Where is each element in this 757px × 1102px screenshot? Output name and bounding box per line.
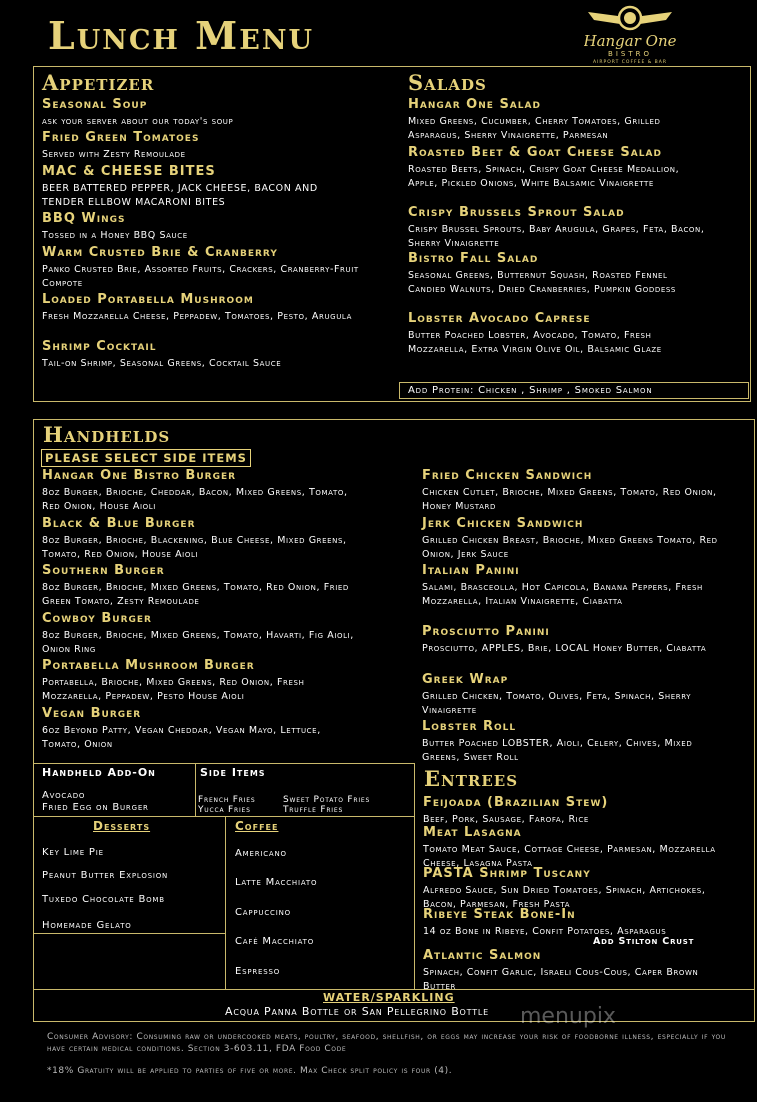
menu-item	[408, 97, 708, 142]
menu-item-description: Tossed in a Honey BBQ Sauce	[42, 230, 188, 241]
addon-heading: Handheld Add-On	[42, 766, 156, 779]
menu-item-name: Lobster Roll	[422, 719, 517, 734]
entrees-heading: Entrees	[424, 766, 519, 791]
menu-item	[42, 211, 362, 243]
menu-item-description: Crispy Brussel Sprouts, Baby Arugula, Grapes, Feta, Bacon, Sherry Vinaigrette	[408, 224, 705, 249]
gratuity-note: *18% Gratuity will be applied to parties of five or more. Max Check split policy is four (4).	[47, 1066, 453, 1076]
coffee-item: Espresso	[235, 966, 281, 977]
menu-item-name: Crispy Brussels Sprout Salad	[408, 205, 625, 220]
menu-item	[423, 795, 728, 827]
side-item: Yucca Fries	[198, 805, 251, 815]
menu-item	[422, 672, 722, 717]
menu-item-description: Chicken Cutlet, Brioche, Mixed Greens, Tomato, Red Onion, Honey Mustard	[422, 487, 717, 512]
menu-item-name: Roasted Beet & Goat Cheese Salad	[408, 145, 662, 160]
side-item: French Fries	[198, 795, 256, 805]
menu-item-description: Tomato Meat Sauce, Cottage Cheese, Parmesan, Mozzarella Cheese, Lasagna Pasta	[423, 844, 716, 869]
svg-text:Hangar One: Hangar One	[584, 32, 676, 50]
consumer-advisory: Consumer Advisory: Consuming raw or undercooked meats, poultry, seafood, shellfish, or eggs may increase your risk of foodborne illness, especially if you have certain medical conditions. Section 3-603.11, FDA Food Code	[47, 1032, 726, 1054]
menu-item-description: Spinach, Confit Garlic, Israeli Cous-Cous, Caper Brown Butter	[423, 967, 699, 992]
menu-item-description: Alfredo Sauce, Sun Dried Tomatoes, Spinach, Artichokes, Bacon, Parmesan, Fresh Pasta	[423, 885, 706, 910]
menu-item-description: Grilled Chicken, Tomato, Olives, Feta, Spinach, Sherry Vinaigrette	[422, 691, 692, 716]
menu-item-description: 8oz Burger, Brioche, Mixed Greens, Tomato, Havarti, Fig Aioli, Onion Ring	[42, 630, 354, 655]
side-items-heading: Side Items	[200, 766, 266, 779]
menu-item-description: Seasonal Greens, Butternut Squash, Roasted Fennel Candied Walnuts, Dried Cranberries, Pumpkin Goddess	[408, 270, 676, 295]
menu-item-name: Ribeye Steak Bone-In	[423, 907, 576, 922]
menu-item-name: Prosciutto Panini	[422, 624, 550, 639]
menu-item-name: Fried Green Tomatoes	[42, 130, 200, 145]
menu-item	[42, 611, 362, 656]
menu-item-name: Jerk Chicken Sandwich	[422, 516, 584, 531]
menu-item-description: ask your server about our today's soup	[42, 116, 234, 127]
menu-item-description: 8oz Burger, Brioche, Mixed Greens, Tomato, Red Onion, Fried Green Tomato, Zesty Remoulade	[42, 582, 349, 607]
menu-item-name: Seasonal Soup	[42, 97, 148, 112]
menu-item	[422, 468, 722, 513]
side-item: Truffle Fries	[283, 805, 344, 815]
menu-item-name: Meat Lasagna	[423, 825, 522, 840]
menu-item-name: Atlantic Salmon	[423, 948, 542, 963]
grid-line	[414, 763, 415, 989]
menu-item-description: Served with Zesty Remoulade	[42, 149, 186, 160]
desserts-heading: Desserts	[93, 819, 151, 833]
handhelds-heading: Handhelds	[43, 422, 171, 447]
menu-item	[42, 245, 362, 290]
menu-item-name: MAC & CHEESE BITES	[42, 164, 216, 179]
menu-item	[42, 339, 362, 371]
menu-item-description: 8oz Burger, Brioche, Cheddar, Bacon, Mixed Greens, Tomato, Red Onion, House Aioli	[42, 487, 348, 512]
hangar-one-logo	[584, 2, 676, 64]
coffee-item: Latte Macchiato	[235, 877, 318, 888]
addon-item: Fried Egg on Burger	[42, 802, 149, 813]
menu-item-name: Black & Blue Burger	[42, 516, 196, 531]
menu-item	[42, 130, 362, 162]
svg-text:AIRPORT COFFEE & BAR: AIRPORT COFFEE & BAR	[593, 60, 667, 64]
menu-item-description: Salami, Brasceolla, Hot Capicola, Banana Peppers, Fresh Mozzarella, Italian Vinaigrette, Ciabatta	[422, 582, 703, 607]
coffee-item: Café Macchiato	[235, 936, 315, 947]
menu-item-description: Roasted Beets, Spinach, Crispy Goat Cheese Medallion, Apple, Pickled Onions, White Balsamic Vinaigrette	[408, 164, 680, 189]
menu-item-name: Hangar One Bistro Burger	[42, 468, 237, 483]
menu-item-name: Italian Panini	[422, 563, 520, 578]
menu-item	[42, 292, 362, 324]
menu-item-description: Beef, Pork, Sausage, Farofa, Rice	[423, 814, 589, 825]
menu-item	[408, 205, 708, 250]
menu-item-name: Vegan Burger	[42, 706, 142, 721]
menu-item	[423, 825, 728, 870]
menu-item-name: Hangar One Salad	[408, 97, 541, 112]
menu-item	[408, 145, 708, 190]
coffee-heading: Coffee	[235, 819, 279, 833]
menu-item-name: Feijoada (Brazilian Stew)	[423, 795, 609, 810]
menu-item-description: 14 oz Bone in Ribeye, Confit Potatoes, Asparagus	[423, 926, 667, 937]
menu-item	[408, 251, 708, 296]
water-heading: WATER/SPARKLING	[323, 991, 455, 1004]
dessert-item: Tuxedo Chocolate Bomb	[42, 894, 165, 905]
menu-item-description: 8oz Burger, Brioche, Blackening, Blue Cheese, Mixed Greens, Tomato, Red Onion, House Aioli	[42, 535, 347, 560]
grid-line	[225, 816, 226, 989]
menu-item-description: Mixed Greens, Cucumber, Cherry Tomatoes, Grilled Asparagus, Sherry Vinaigrette, Parmesan	[408, 116, 661, 141]
menu-title: Lunch Menu	[48, 13, 315, 58]
menu-item-name: Warm Crusted Brie & Cranberry	[42, 245, 278, 260]
menu-item-description: BEER BATTERED PEPPER, JACK CHEESE, BACON AND TENDER ELLBOW MACARONI BITES	[42, 183, 318, 208]
menu-item	[422, 563, 722, 608]
menu-item-name: Fried Chicken Sandwich	[422, 468, 593, 483]
grid-line	[34, 933, 226, 934]
menu-item-name: Greek Wrap	[422, 672, 509, 687]
dessert-item: Key Lime Pie	[42, 847, 104, 858]
menu-item-name: Shrimp Cocktail	[42, 339, 157, 354]
coffee-item: Americano	[235, 848, 287, 859]
menu-item-name: Lobster Avocado Caprese	[408, 311, 591, 326]
menu-item	[42, 563, 362, 608]
menu-item-description: 6oz Beyond Patty, Vegan Cheddar, Vegan Mayo, Lettuce, Tomato, Onion	[42, 725, 321, 750]
menu-item	[422, 516, 722, 561]
menu-item-description: Portabella, Brioche, Mixed Greens, Red Onion, Fresh Mozzarella, Peppadew, Pesto House Aioli	[42, 677, 305, 702]
menu-item-name: Loaded Portabella Mushroom	[42, 292, 254, 307]
select-side-items-notice: PLEASE SELECT SIDE ITEMS	[41, 449, 251, 467]
appetizer-heading: Appetizer	[42, 70, 155, 95]
menu-item-name: PASTA Shrimp Tuscany	[423, 866, 591, 881]
menu-item	[408, 311, 708, 356]
menu-item	[42, 516, 362, 561]
side-item: Sweet Potato Fries	[283, 795, 371, 805]
menu-item	[423, 948, 728, 993]
menu-item	[42, 468, 362, 513]
add-protein-text: Add Protein: Chicken , Shrimp , Smoked Salmon	[408, 385, 653, 396]
menu-item-name: Southern Burger	[42, 563, 165, 578]
water-description: Acqua Panna Bottle or San Pellegrino Bottle	[225, 1005, 489, 1018]
menu-item-description: Butter Poached LOBSTER, Aioli, Celery, Chives, Mixed Greens, Sweet Roll	[422, 738, 693, 763]
dessert-item: Homemade Gelato	[42, 920, 132, 931]
svg-text:BISTRO: BISTRO	[608, 50, 652, 58]
menu-item-description: Butter Poached Lobster, Avocado, Tomato, Fresh Mozzarella, Extra Virgin Olive Oil, Balsamic Glaze	[408, 330, 662, 355]
menu-item	[423, 907, 728, 939]
menu-item	[42, 706, 362, 751]
menu-item	[423, 866, 728, 911]
menu-item-description: Panko Crusted Brie, Assorted Fruits, Crackers, Cranberry-Fruit Compote	[42, 264, 359, 289]
coffee-item: Cappuccino	[235, 907, 291, 918]
menu-item	[42, 658, 362, 703]
menu-item-name: Cowboy Burger	[42, 611, 152, 626]
menu-item-description: Grilled Chicken Breast, Brioche, Mixed Greens Tomato, Red Onion, Jerk Sauce	[422, 535, 718, 560]
menu-item	[422, 624, 722, 656]
menu-item-name: Bistro Fall Salad	[408, 251, 539, 266]
grid-line	[34, 763, 415, 764]
grid-line	[195, 763, 196, 816]
dessert-item: Peanut Butter Explosion	[42, 870, 169, 881]
menu-item-description: Fresh Mozzarella Cheese, Peppadew, Tomatoes, Pesto, Arugula	[42, 311, 352, 322]
menupix-watermark: menupix	[520, 1004, 616, 1029]
menu-item	[42, 97, 362, 129]
salads-heading: Salads	[408, 70, 487, 95]
menu-item-name: BBQ Wings	[42, 211, 126, 226]
menu-item-name: Portabella Mushroom Burger	[42, 658, 255, 673]
menu-item-description: Prosciutto, APPLES, Brie, LOCAL Honey Butter, Ciabatta	[422, 643, 707, 654]
addon-item: Avocado	[42, 790, 86, 801]
menu-item	[42, 164, 362, 209]
menu-item-description: Tail-on Shrimp, Seasonal Greens, Cocktail Sauce	[42, 358, 282, 369]
stilton-crust-addon: Add Stilton Crust	[593, 936, 695, 947]
menu-item	[422, 719, 722, 764]
